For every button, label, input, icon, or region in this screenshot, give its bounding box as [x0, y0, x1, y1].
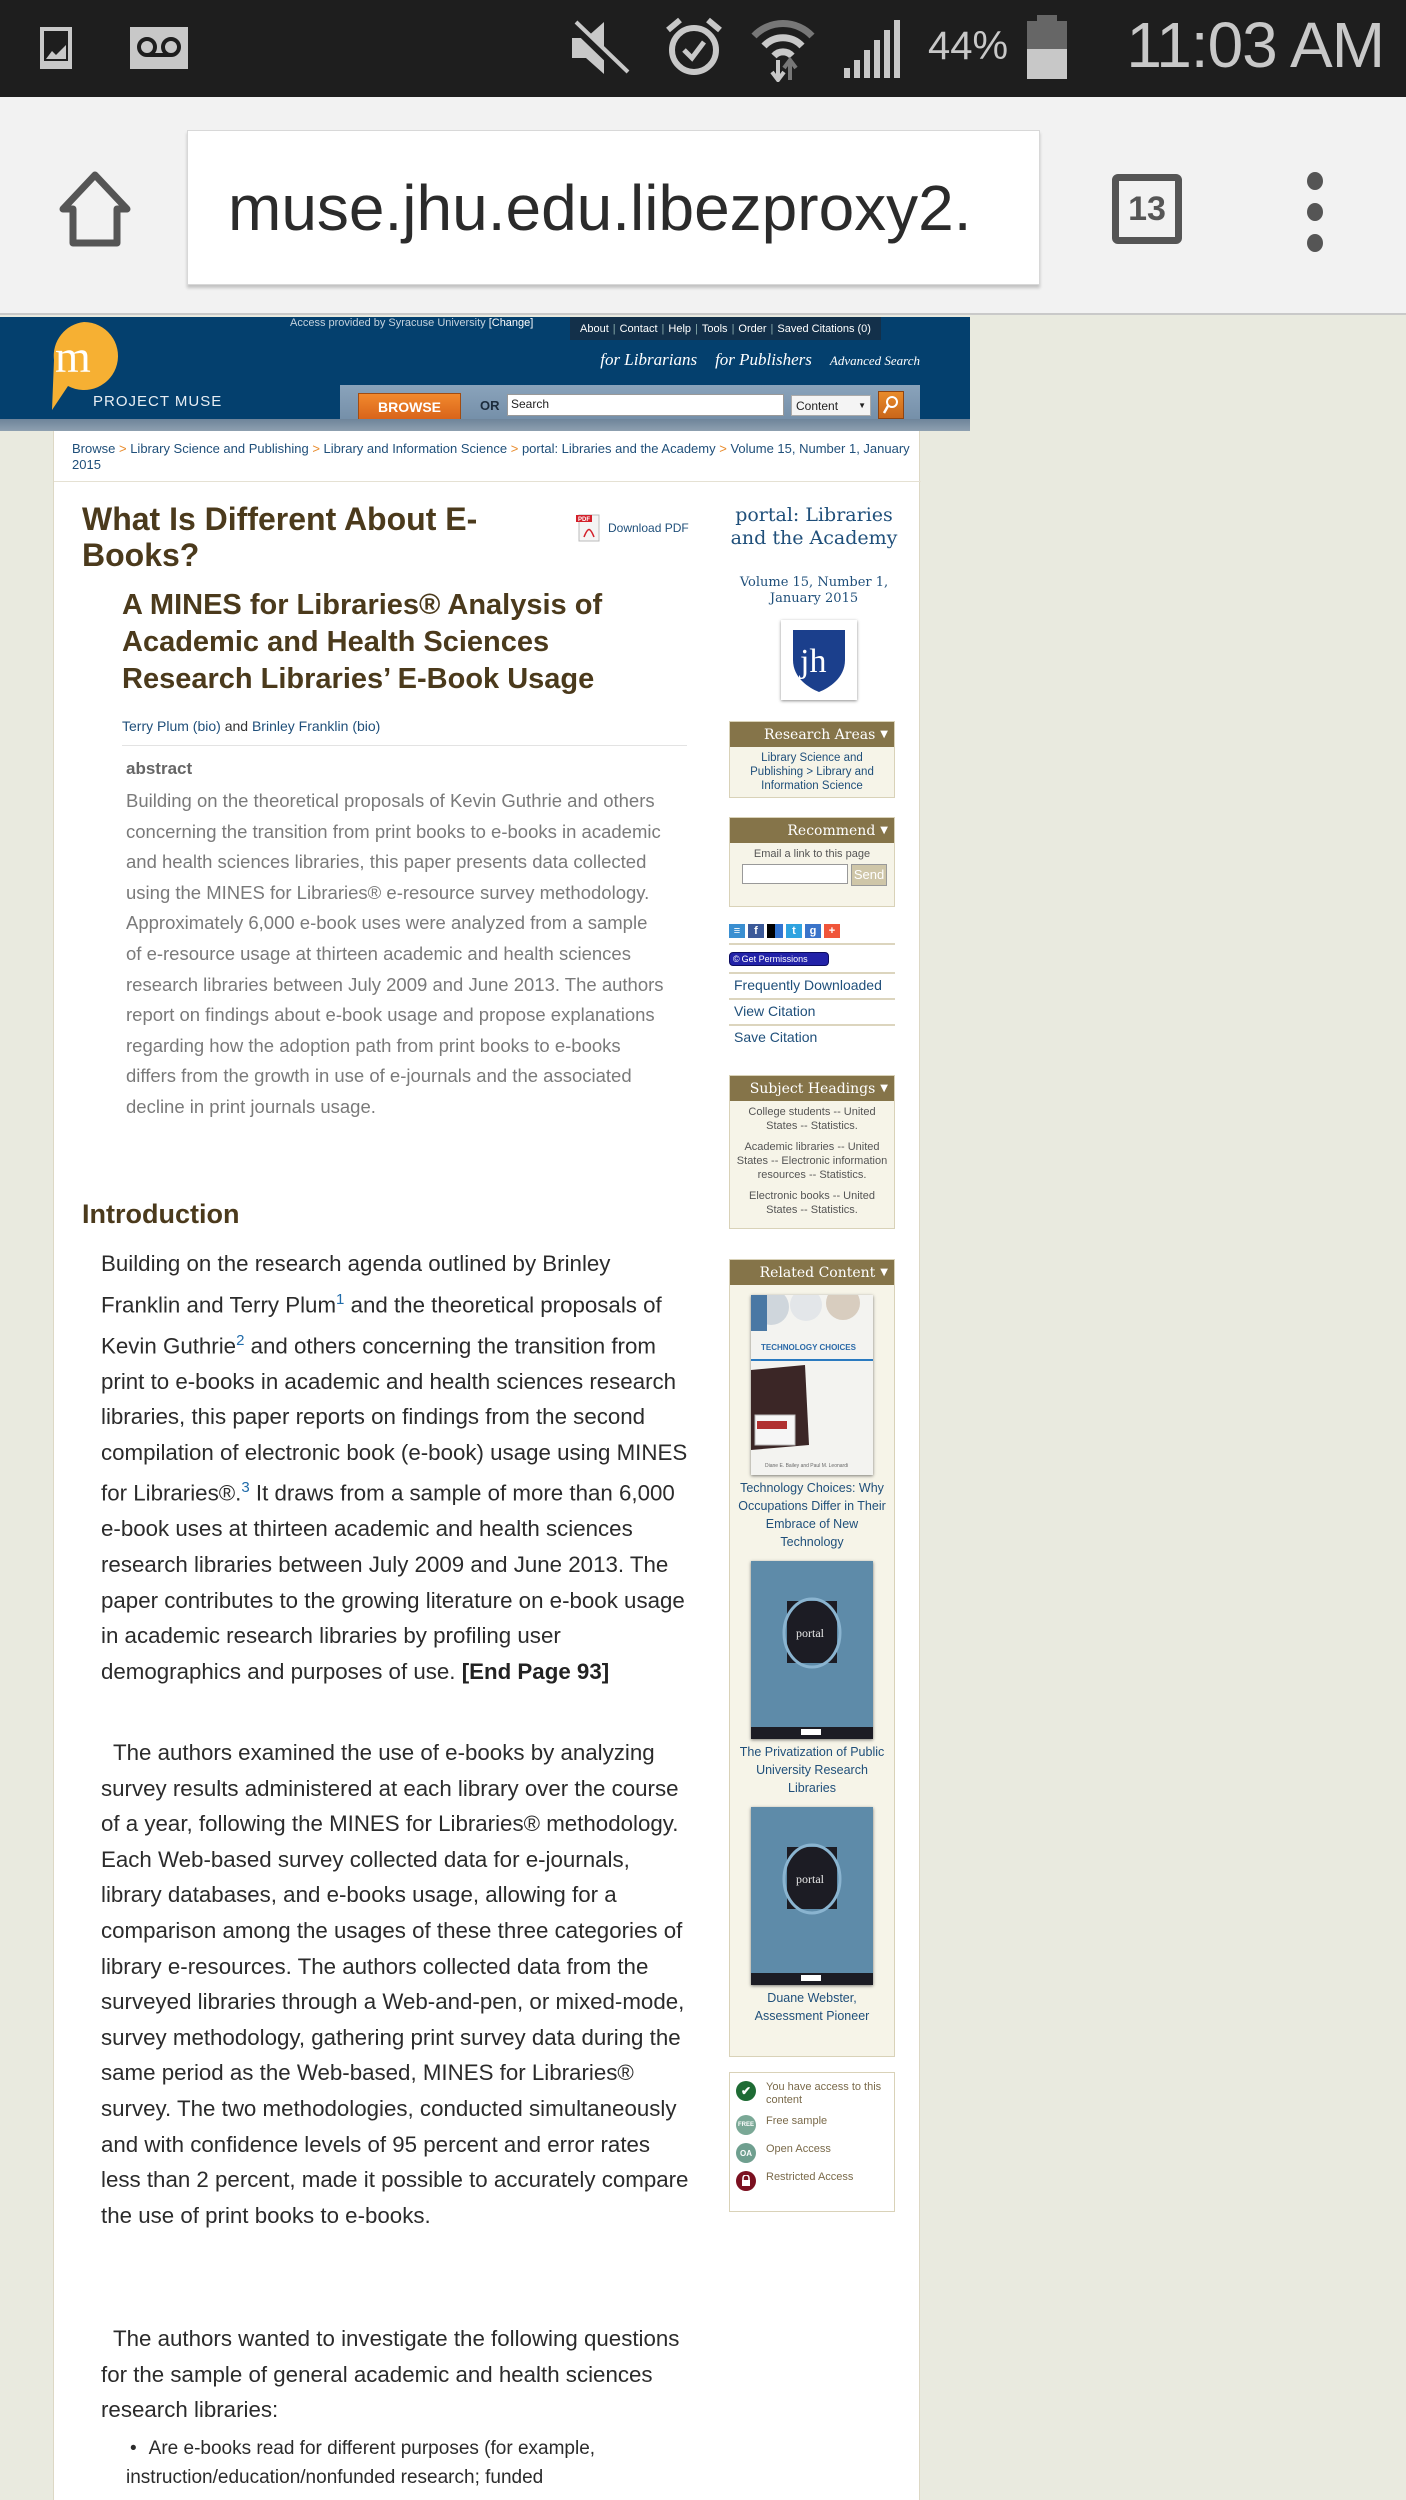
- abstract-heading: abstract: [126, 759, 193, 778]
- wifi-icon: [750, 20, 816, 76]
- paragraph: The authors examined the use of e-books by analyzing survey results administered at each library over the course of a year, following the MINES for Libraries® methodology. Each Web-based survey collected data for e-journals, library databases, and e-books usage, allowing for a comparison among the usages of these three categories of library e-resources. The authors collected data from the surveyed libraries through a Web-and-pen, or mixed-mode, survey methodology, gathering print survey data during the same period as the Web-based, MINES for Libraries® survey. The two methodologies, conducted simultaneously and with confidence levels of 95 percent and error rates less than 2 percent, made it possible to accurately compare the use of print books to e-books.: [101, 1740, 689, 2228]
- status-bar: [0, 0, 1406, 97]
- author-link[interactable]: Brinley Franklin: [251, 718, 349, 734]
- dropdown-arrow-icon: ▼: [858, 401, 866, 410]
- battery-percent: 44%: [928, 24, 1009, 68]
- delicious-icon[interactable]: [767, 924, 783, 938]
- footnote-link[interactable]: 2: [236, 1331, 245, 1349]
- journal-cover-image[interactable]: [751, 1561, 873, 1739]
- menu-dot-icon: [1307, 172, 1323, 190]
- utility-nav: About | Contact | Help | Tools | Order | Saved Citations (0): [570, 317, 881, 340]
- book-cover-image[interactable]: [751, 1295, 873, 1475]
- home-icon: [55, 169, 135, 249]
- access-check-icon: ✔: [736, 2081, 756, 2101]
- svg-text:portal: portal: [796, 1626, 824, 1640]
- divider: [729, 972, 895, 974]
- view-citation-link[interactable]: View Citation: [734, 1003, 816, 1019]
- image-notification-icon: [38, 20, 74, 76]
- email-input[interactable]: [742, 864, 848, 884]
- menu-dot-icon: [1307, 203, 1323, 221]
- breadcrumb-journal[interactable]: portal: Libraries and the Academy: [521, 441, 716, 456]
- subject-headings-toggle[interactable]: Subject Headings ▼: [730, 1076, 894, 1101]
- article-subtitle: A MINES for Libraries® Analysis of Academic and Health Sciences Research Libraries’ E-Book Usage: [122, 589, 603, 695]
- journal-cover-image[interactable]: [751, 1807, 873, 1985]
- research-areas-link[interactable]: Library Science and Publishing > Library and Information Science: [750, 752, 874, 792]
- svg-text:PDF: PDF: [578, 517, 590, 523]
- access-legend: [729, 2072, 895, 2212]
- url-text: muse.jhu.edu.libezproxy2.: [228, 172, 972, 244]
- breadcrumb-issue[interactable]: Volume 15, Number 1, January 2015: [72, 441, 910, 472]
- frequently-downloaded-link[interactable]: Frequently Downloaded: [734, 977, 882, 993]
- overflow-menu-button[interactable]: [1300, 172, 1330, 252]
- mute-icon: [566, 20, 630, 76]
- divider: [729, 1024, 895, 1026]
- for-publishers-link[interactable]: for Publishers: [715, 350, 812, 369]
- article-title: What Is Different About E-Books?: [82, 501, 478, 573]
- list-item: • Are e-books read for different purposes (for example, instruction/education/nonfunded research; funded: [126, 2438, 596, 2488]
- project-muse-wordmark: PROJECT MUSE: [93, 393, 223, 410]
- svg-text:m: m: [55, 331, 91, 382]
- page-marker: [End Page 93]: [461, 1658, 610, 1684]
- legend-item: OA Open Access: [736, 2143, 888, 2163]
- footnote-link[interactable]: 3: [241, 1479, 250, 1497]
- lock-icon: [736, 2171, 756, 2191]
- subject-heading-link[interactable]: College students -- United States -- Statistics.: [748, 1106, 876, 1132]
- search-icon: [882, 395, 900, 415]
- author-bio-link[interactable]: (bio): [352, 718, 381, 734]
- tabs-button[interactable]: [1112, 174, 1182, 244]
- footnote-link[interactable]: 1: [336, 1290, 345, 1308]
- list-icon[interactable]: ≡: [729, 924, 745, 938]
- pdf-icon: [576, 513, 602, 543]
- header-stripe: [0, 419, 970, 431]
- about-link[interactable]: About: [580, 322, 609, 335]
- article-page: [53, 431, 920, 2500]
- help-link[interactable]: Help: [668, 322, 692, 335]
- research-areas-panel: [729, 721, 895, 798]
- share-bar: [729, 924, 840, 938]
- menu-dot-icon: [1307, 234, 1323, 252]
- caret-down-icon: ▼: [880, 1083, 888, 1094]
- access-provided-text: Access provided by Syracuse University [Change]: [290, 317, 534, 329]
- breadcrumb: Browse > Library Science and Publishing > Library and Information Science > portal: Libraries and the Academy > Volume 15, Number 1, January 2015: [72, 441, 910, 472]
- facebook-icon[interactable]: f: [748, 924, 764, 938]
- subject-heading-link[interactable]: Academic libraries -- United States -- Electronic information resources -- Statistics.: [736, 1141, 888, 1181]
- download-pdf-link[interactable]: PDF Download PDF: [576, 513, 689, 543]
- for-librarians-link[interactable]: for Librarians: [600, 350, 698, 369]
- signal-icon: [840, 20, 904, 76]
- google-plus-icon[interactable]: g: [805, 924, 821, 938]
- svg-text:TECHNOLOGY CHOICES: TECHNOLOGY CHOICES: [761, 1343, 856, 1352]
- tab-count: 13: [1128, 189, 1166, 228]
- divider: [122, 745, 687, 746]
- site-header: [0, 317, 970, 429]
- subject-heading-link[interactable]: Electronic books -- United States -- Statistics.: [749, 1190, 875, 1216]
- open-access-icon: OA: [736, 2143, 756, 2163]
- order-link[interactable]: Order: [738, 322, 767, 335]
- get-permissions-button[interactable]: © Get Permissions: [729, 952, 829, 966]
- recommend-toggle[interactable]: Recommend ▼: [730, 818, 894, 843]
- copyright-icon: ©: [733, 954, 740, 964]
- subject-headings-panel: [729, 1075, 895, 1229]
- secondary-nav: [600, 350, 920, 370]
- author-link[interactable]: Terry Plum: [122, 718, 189, 734]
- svg-text:Diane E. Bailey and Paul M. Le: Diane E. Bailey and Paul M. Leonardi: [765, 1463, 849, 1469]
- svg-text:portal: portal: [796, 1872, 824, 1886]
- author-bio-link[interactable]: (bio): [192, 718, 221, 734]
- section-heading-introduction: Introduction: [82, 1199, 240, 1229]
- home-button[interactable]: [55, 169, 135, 249]
- browse-button[interactable]: BROWSE: [358, 393, 461, 420]
- caret-down-icon: ▼: [880, 729, 888, 740]
- jhu-press-logo: [781, 620, 857, 700]
- related-content-link[interactable]: The Privatization of Public University Research Libraries: [739, 1745, 885, 1795]
- related-content-link[interactable]: Duane Webster, Assessment Pioneer: [754, 1991, 870, 2023]
- caret-down-icon: ▼: [880, 825, 888, 836]
- search-scope-select[interactable]: Content ▼: [791, 395, 871, 416]
- research-areas-toggle[interactable]: Research Areas ▼: [730, 722, 894, 747]
- saved-citations-link[interactable]: Saved Citations (0): [777, 322, 871, 335]
- related-content-panel: [729, 1259, 895, 2057]
- email-label: Email a link to this page: [753, 848, 871, 860]
- alarm-icon: [664, 20, 724, 76]
- search-input[interactable]: Search: [507, 394, 784, 416]
- free-sample-icon: FREE: [736, 2115, 756, 2135]
- divider: [729, 998, 895, 1000]
- clock: 11:03 AM: [1126, 9, 1384, 81]
- divider: [729, 943, 895, 945]
- addthis-icon[interactable]: +: [824, 924, 840, 938]
- divider: [54, 481, 921, 482]
- contact-link[interactable]: Contact: [619, 322, 658, 335]
- legend-item: Restricted Access: [736, 2171, 888, 2191]
- voicemail-icon: [128, 20, 190, 76]
- twitter-icon[interactable]: t: [786, 924, 802, 938]
- related-content-toggle[interactable]: Related Content ▼: [730, 1260, 894, 1285]
- related-content-link[interactable]: Technology Choices: Why Occupations Differ in Their Embrace of New Technology: [738, 1481, 886, 1549]
- abstract-text: Building on the theoretical proposals of Kevin Guthrie and others concerning the transition from print books to e-books in academic and health sciences libraries, this paper presents data collected using the MINES for Libraries® e-resource survey methodology. Approximately 6,000 e-book uses were analyzed from a sample of e-resource usage at thirteen academic and health sciences research libraries between July 2009 and June 2013. The authors report on findings about e-book usage and propose explanations regarding how the adoption path from print books to e-books differs from the growth in use of e-journals and the associated decline in print journals usage.: [126, 790, 664, 1117]
- change-link[interactable]: [Change]: [488, 317, 534, 329]
- breadcrumb-library-science[interactable]: Library Science and Publishing: [130, 441, 309, 456]
- legend-item: ✔ You have access to this content: [736, 2081, 888, 2107]
- breadcrumb-browse[interactable]: Browse: [72, 441, 116, 456]
- search-button[interactable]: [878, 391, 904, 419]
- svg-text:jh: jh: [800, 643, 827, 680]
- journal-title-link[interactable]: portal: Libraries and the Academy: [730, 504, 898, 549]
- url-bar[interactable]: [187, 130, 1040, 285]
- paragraph: Building on the research agenda outlined by Brinley Franklin and Terry Plum$^1$ and the theoretical proposals of Kevin Guthrie$^2$ and others concerning the transition from print to e-books in academic and health sciences research libraries, this paper reports on findings from the second compilation of electronic book (e-book) usage using MINES for Libraries®.$^3$ It draws from a sample of more than 6,000 e-book uses at thirteen academic and health sciences research libraries between July 2009 and June 2013. The paper contributes to the growing literature on e-book usage in academic research libraries by profiling user demographics and purposes of use. [End Page 93]: [101, 1251, 688, 1684]
- browser-toolbar: [0, 97, 1406, 315]
- tools-link[interactable]: Tools: [701, 322, 728, 335]
- caret-down-icon: ▼: [880, 1267, 888, 1278]
- or-label: OR: [480, 398, 500, 413]
- authors: Terry Plum (bio) and Brinley Franklin (bio): [122, 718, 381, 734]
- recommend-panel: [729, 817, 895, 907]
- battery-icon: [1025, 20, 1069, 76]
- breadcrumb-library-information-science[interactable]: Library and Information Science: [323, 441, 508, 456]
- legend-item: FREE Free sample: [736, 2115, 888, 2135]
- paragraph: The authors wanted to investigate the following questions for the sample of general academic and health sciences research libraries:: [101, 2326, 680, 2423]
- advanced-search-link[interactable]: Advanced Search: [829, 353, 920, 368]
- save-citation-link[interactable]: Save Citation: [734, 1029, 818, 1045]
- send-button[interactable]: Send: [851, 864, 887, 886]
- journal-issue-link[interactable]: Volume 15, Number 1, January 2015: [739, 575, 889, 606]
